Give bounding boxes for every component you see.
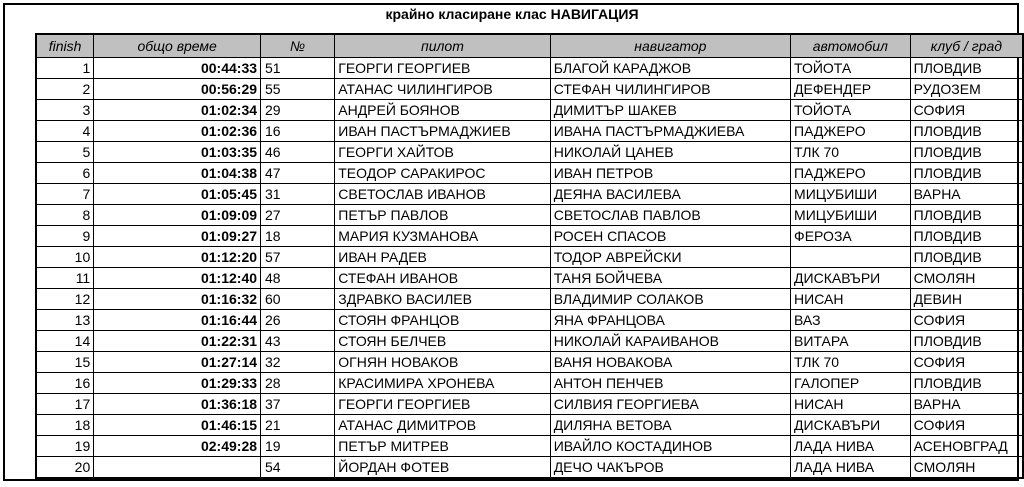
finish-cell: 5 [36,142,94,163]
club-cell: ВАРНА [910,184,1023,205]
club-cell: ПЛОВДИВ [910,205,1023,226]
header-total-time: общо време [94,34,261,58]
finish-cell: 6 [36,163,94,184]
finish-cell: 12 [36,289,94,310]
time-cell: 01:02:34 [94,100,261,121]
number-cell: 46 [261,142,335,163]
navigator-cell: ИВАЙЛО КОСТАДИНОВ [550,436,790,457]
car-cell: НИСАН [791,394,911,415]
header-number: № [261,34,335,58]
pilot-cell: ПЕТЪР МИТРЕВ [335,436,550,457]
car-cell: ЛАДА НИВА [791,457,911,479]
club-cell: ПЛОВДИВ [910,373,1023,394]
time-cell: 01:03:35 [94,142,261,163]
car-cell: ГАЛОПЕР [791,373,911,394]
table-row [36,79,1023,100]
finish-cell: 2 [36,79,94,100]
car-cell: ВАЗ [791,310,911,331]
number-cell: 28 [261,373,335,394]
table-row [36,289,1023,310]
time-cell: 00:56:29 [94,79,261,100]
table-row [36,268,1023,289]
car-cell: НИСАН [791,289,911,310]
number-cell: 19 [261,436,335,457]
finish-cell: 20 [36,457,94,479]
pilot-cell: ИВАН ПАСТЪРМАДЖИЕВ [335,121,550,142]
pilot-cell: КРАСИМИРА ХРОНЕВА [335,373,550,394]
table-row [36,457,1023,479]
club-cell: СМОЛЯН [910,457,1023,479]
time-cell: 01:09:09 [94,205,261,226]
table-row [36,226,1023,247]
page-title [0,6,1024,22]
finish-cell: 16 [36,373,94,394]
navigator-cell: НИКОЛАЙ КАРАИВАНОВ [550,331,790,352]
navigator-cell: ДЕЯНА ВАСИЛЕВА [550,184,790,205]
car-cell: ЛАДА НИВА [791,436,911,457]
navigator-cell: ВАНЯ НОВАКОВА [550,352,790,373]
club-cell: АСЕНОВГРАД [910,436,1023,457]
club-cell: ПЛОВДИВ [910,121,1023,142]
number-cell: 32 [261,352,335,373]
pilot-cell: МАРИЯ КУЗМАНОВА [335,226,550,247]
pilot-cell: ЙОРДАН ФОТЕВ [335,457,550,479]
table-row [36,100,1023,121]
car-cell: ФЕРОЗА [791,226,911,247]
car-cell [791,247,911,268]
finish-cell: 19 [36,436,94,457]
table-row [36,352,1023,373]
number-cell: 48 [261,268,335,289]
finish-cell: 18 [36,415,94,436]
navigator-cell: ИВАН ПЕТРОВ [550,163,790,184]
finish-cell: 11 [36,268,94,289]
pilot-cell: АТАНАС ДИМИТРОВ [335,415,550,436]
pilot-cell: АНДРЕЙ БОЯНОВ [335,100,550,121]
navigator-cell: ТАНЯ БОЙЧЕВА [550,268,790,289]
title-class: НАВИГАЦИЯ [550,6,639,22]
title-prefix: крайно класиране клас [385,6,547,22]
club-cell: ПЛОВДИВ [910,142,1023,163]
navigator-cell: НИКОЛАЙ ЦАНЕВ [550,142,790,163]
time-cell: 01:29:33 [94,373,261,394]
time-cell: 01:02:36 [94,121,261,142]
number-cell: 26 [261,310,335,331]
table-row [36,415,1023,436]
time-cell: 01:12:40 [94,268,261,289]
time-cell: 00:44:33 [94,58,261,79]
header-pilot: пилот [335,34,550,58]
time-cell: 01:36:18 [94,394,261,415]
time-cell: 01:46:15 [94,415,261,436]
number-cell: 16 [261,121,335,142]
club-cell: СОФИЯ [910,352,1023,373]
navigator-cell: СИЛВИЯ ГЕОРГИЕВА [550,394,790,415]
navigator-cell: БЛАГОЙ КАРАДЖОВ [550,58,790,79]
navigator-cell: ЯНА ФРАНЦОВА [550,310,790,331]
club-cell: РУДОЗЕМ [910,79,1023,100]
header-finish: finish [36,34,94,58]
table-row [36,184,1023,205]
pilot-cell: ЗДРАВКО ВАСИЛЕВ [335,289,550,310]
header-club: клуб / град [910,34,1023,58]
navigator-cell: СВЕТОСЛАВ ПАВЛОВ [550,205,790,226]
header-car: автомобил [791,34,911,58]
navigator-cell: АНТОН ПЕНЧЕВ [550,373,790,394]
club-cell: ВАРНА [910,394,1023,415]
finish-cell: 9 [36,226,94,247]
time-cell: 01:27:14 [94,352,261,373]
car-cell: ТЛК 70 [791,142,911,163]
pilot-cell: ИВАН РАДЕВ [335,247,550,268]
navigator-cell: ИВАНА ПАСТЪРМАДЖИЕВА [550,121,790,142]
number-cell: 60 [261,289,335,310]
pilot-cell: СТОЯН ФРАНЦОВ [335,310,550,331]
number-cell: 37 [261,394,335,415]
car-cell: ТОЙОТА [791,58,911,79]
club-cell: СОФИЯ [910,100,1023,121]
table-row [36,436,1023,457]
navigator-cell: ДИЛЯНА ВЕТОВА [550,415,790,436]
finish-cell: 3 [36,100,94,121]
time-cell: 01:22:31 [94,331,261,352]
finish-cell: 13 [36,310,94,331]
number-cell: 51 [261,58,335,79]
number-cell: 18 [261,226,335,247]
time-cell: 01:16:44 [94,310,261,331]
navigator-cell: РОСЕН СПАСОВ [550,226,790,247]
table-row [36,247,1023,268]
finish-cell: 14 [36,331,94,352]
finish-cell: 8 [36,205,94,226]
time-cell: 02:49:28 [94,436,261,457]
finish-cell: 15 [36,352,94,373]
finish-cell: 7 [36,184,94,205]
car-cell: МИЦУБИШИ [791,184,911,205]
number-cell: 21 [261,415,335,436]
navigator-cell: СТЕФАН ЧИЛИНГИРОВ [550,79,790,100]
club-cell: СОФИЯ [910,310,1023,331]
club-cell: ПЛОВДИВ [910,331,1023,352]
club-cell: СОФИЯ [910,415,1023,436]
number-cell: 47 [261,163,335,184]
time-cell [94,457,261,479]
pilot-cell: ГЕОРГИ ХАЙТОВ [335,142,550,163]
table-row [36,331,1023,352]
number-cell: 27 [261,205,335,226]
results-table [35,33,1024,479]
table-row [36,163,1023,184]
time-cell: 01:09:27 [94,226,261,247]
car-cell: МИЦУБИШИ [791,205,911,226]
club-cell: ПЛОВДИВ [910,226,1023,247]
car-cell: ВИТАРА [791,331,911,352]
number-cell: 31 [261,184,335,205]
finish-cell: 1 [36,58,94,79]
pilot-cell: ГЕОРГИ ГЕОРГИЕВ [335,394,550,415]
number-cell: 54 [261,457,335,479]
pilot-cell: СВЕТОСЛАВ ИВАНОВ [335,184,550,205]
time-cell: 01:16:32 [94,289,261,310]
navigator-cell: ТОДОР АВРЕЙСКИ [550,247,790,268]
time-cell: 01:05:45 [94,184,261,205]
car-cell: ДИСКАВЪРИ [791,268,911,289]
table-row [36,142,1023,163]
table-row [36,310,1023,331]
navigator-cell: ВЛАДИМИР СОЛАКОВ [550,289,790,310]
navigator-cell: ДЕЧО ЧАКЪРОВ [550,457,790,479]
header-row [36,34,1023,58]
time-cell: 01:04:38 [94,163,261,184]
car-cell: ПАДЖЕРО [791,121,911,142]
pilot-cell: СТОЯН БЕЛЧЕВ [335,331,550,352]
car-cell: ТОЙОТА [791,100,911,121]
pilot-cell: ПЕТЪР ПАВЛОВ [335,205,550,226]
table-row [36,121,1023,142]
car-cell: ТЛК 70 [791,352,911,373]
header-navigator: навигатор [550,34,790,58]
navigator-cell: ДИМИТЪР ШАКЕВ [550,100,790,121]
number-cell: 55 [261,79,335,100]
finish-cell: 10 [36,247,94,268]
number-cell: 43 [261,331,335,352]
pilot-cell: ОГНЯН НОВАКОВ [335,352,550,373]
table-row [36,373,1023,394]
club-cell: СМОЛЯН [910,268,1023,289]
table-row [36,205,1023,226]
club-cell: ПЛОВДИВ [910,163,1023,184]
table-row [36,394,1023,415]
club-cell: ПЛОВДИВ [910,247,1023,268]
time-cell: 01:12:20 [94,247,261,268]
car-cell: ДЕФЕНДЕР [791,79,911,100]
number-cell: 57 [261,247,335,268]
finish-cell: 4 [36,121,94,142]
number-cell: 29 [261,100,335,121]
finish-cell: 17 [36,394,94,415]
car-cell: ДИСКАВЪРИ [791,415,911,436]
pilot-cell: ТЕОДОР САРАКИРОС [335,163,550,184]
car-cell: ПАДЖЕРО [791,163,911,184]
pilot-cell: АТАНАС ЧИЛИНГИРОВ [335,79,550,100]
pilot-cell: СТЕФАН ИВАНОВ [335,268,550,289]
pilot-cell: ГЕОРГИ ГЕОРГИЕВ [335,58,550,79]
club-cell: ДЕВИН [910,289,1023,310]
table-row [36,58,1023,79]
club-cell: ПЛОВДИВ [910,58,1023,79]
